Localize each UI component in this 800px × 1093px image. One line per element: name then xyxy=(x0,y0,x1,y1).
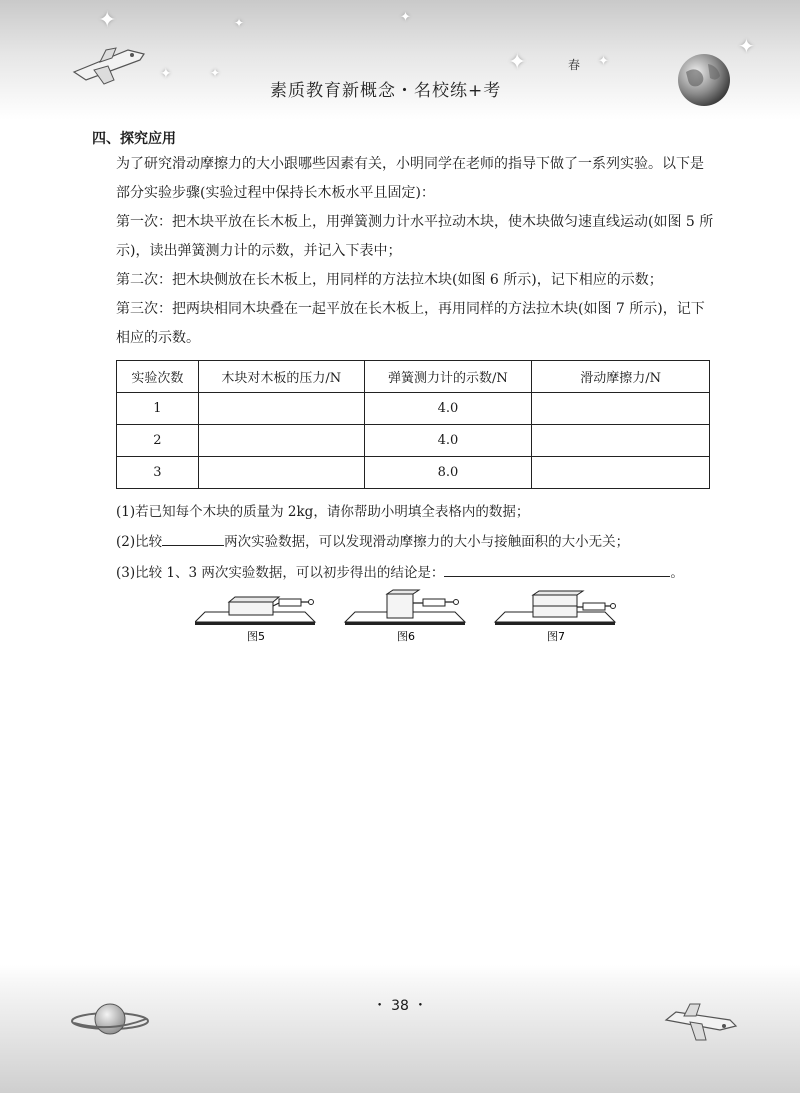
table-row xyxy=(117,425,710,457)
answer-cell[interactable] xyxy=(532,393,710,425)
step-1-paragraph: 第一次：把木块平放在长木板上，用弹簧测力计水平拉动木块，使木块做匀速直线运动(如图 5 所示)，读出弹簧测力计的示数，并记入下表中； xyxy=(116,214,714,259)
table-cell: 4.0 xyxy=(364,393,532,425)
page-number: ・ 38 ・ xyxy=(372,998,428,1014)
step-2-paragraph: 第二次：把木块侧放在长木板上，用同样的方法拉木块(如图 6 所示)，记下相应的示数； xyxy=(116,272,663,288)
star-icon: ✦ xyxy=(160,66,172,82)
experiment-table xyxy=(116,360,710,489)
table-row xyxy=(117,393,710,425)
star-icon: ✦ xyxy=(400,10,411,25)
question-2 xyxy=(116,530,629,550)
answer-blank[interactable] xyxy=(444,562,670,577)
header-cell: 滑动摩擦力/N xyxy=(532,361,710,393)
figure-7 xyxy=(495,591,616,643)
table-cell: 3 xyxy=(117,457,199,489)
question-2-suffix: 两次实验数据，可以发现滑动摩擦力的大小与接触面积的大小无关； xyxy=(224,534,630,550)
answer-cell[interactable] xyxy=(532,457,710,489)
question-3-text: (3)比较 1、3 两次实验数据，可以初步得出的结论是： xyxy=(116,565,445,581)
answer-cell[interactable] xyxy=(532,425,710,457)
experiment-figures xyxy=(195,588,635,648)
shuttle-icon xyxy=(70,40,150,90)
step-3-paragraph: 第三次：把两块相同木块叠在一起平放在长木板上，再用同样的方法拉木块(如图 7 所示)，记下相应的示数。 xyxy=(116,301,705,346)
answer-cell[interactable] xyxy=(198,425,364,457)
table-cell: 4.0 xyxy=(364,425,532,457)
figure-6-label: 图6 xyxy=(397,630,415,643)
star-icon: ✦ xyxy=(738,34,755,58)
star-icon: ✦ xyxy=(234,16,245,30)
figure-5 xyxy=(195,597,315,643)
star-icon: ✦ xyxy=(598,54,609,69)
table-cell: 1 xyxy=(117,393,199,425)
header-cell: 实验次数 xyxy=(117,361,199,393)
question-2-prefix: (2)比较 xyxy=(116,534,163,550)
answer-blank[interactable] xyxy=(162,531,224,546)
figure-6 xyxy=(345,590,465,643)
header-cell: 弹簧测力计的示数/N xyxy=(364,361,532,393)
table-cell: 2 xyxy=(117,425,199,457)
table-row xyxy=(117,457,710,489)
question-3-end: 。 xyxy=(670,565,684,581)
question-1: (1)若已知每个木块的质量为 2kg，请你帮助小明填全表格内的数据； xyxy=(116,504,530,520)
figure-7-label: 图7 xyxy=(547,630,565,643)
season-label: 春 xyxy=(568,58,581,72)
answer-cell[interactable] xyxy=(198,457,364,489)
answer-cell[interactable] xyxy=(198,393,364,425)
star-icon: ✦ xyxy=(98,8,117,33)
table-header-row xyxy=(117,361,710,393)
figure-5-label: 图5 xyxy=(247,630,265,643)
question-3 xyxy=(116,561,684,581)
header-cell: 木块对木板的压力/N xyxy=(198,361,364,393)
globe-icon xyxy=(676,52,732,108)
intro-paragraph: 为了研究滑动摩擦力的大小跟哪些因素有关，小明同学在老师的指导下做了一系列实验。以下是部分实验步骤(实验过程中保持长木板水平且固定)： xyxy=(116,156,704,201)
table-cell: 8.0 xyxy=(364,457,532,489)
header-title: 素质教育新概念・名校练+考 xyxy=(270,81,502,101)
shuttle-icon xyxy=(660,1000,740,1050)
star-icon: ✦ xyxy=(210,66,221,80)
star-icon: ✦ xyxy=(508,50,527,75)
section-title: 四、探究应用 xyxy=(92,131,176,147)
saturn-icon xyxy=(70,995,150,1045)
